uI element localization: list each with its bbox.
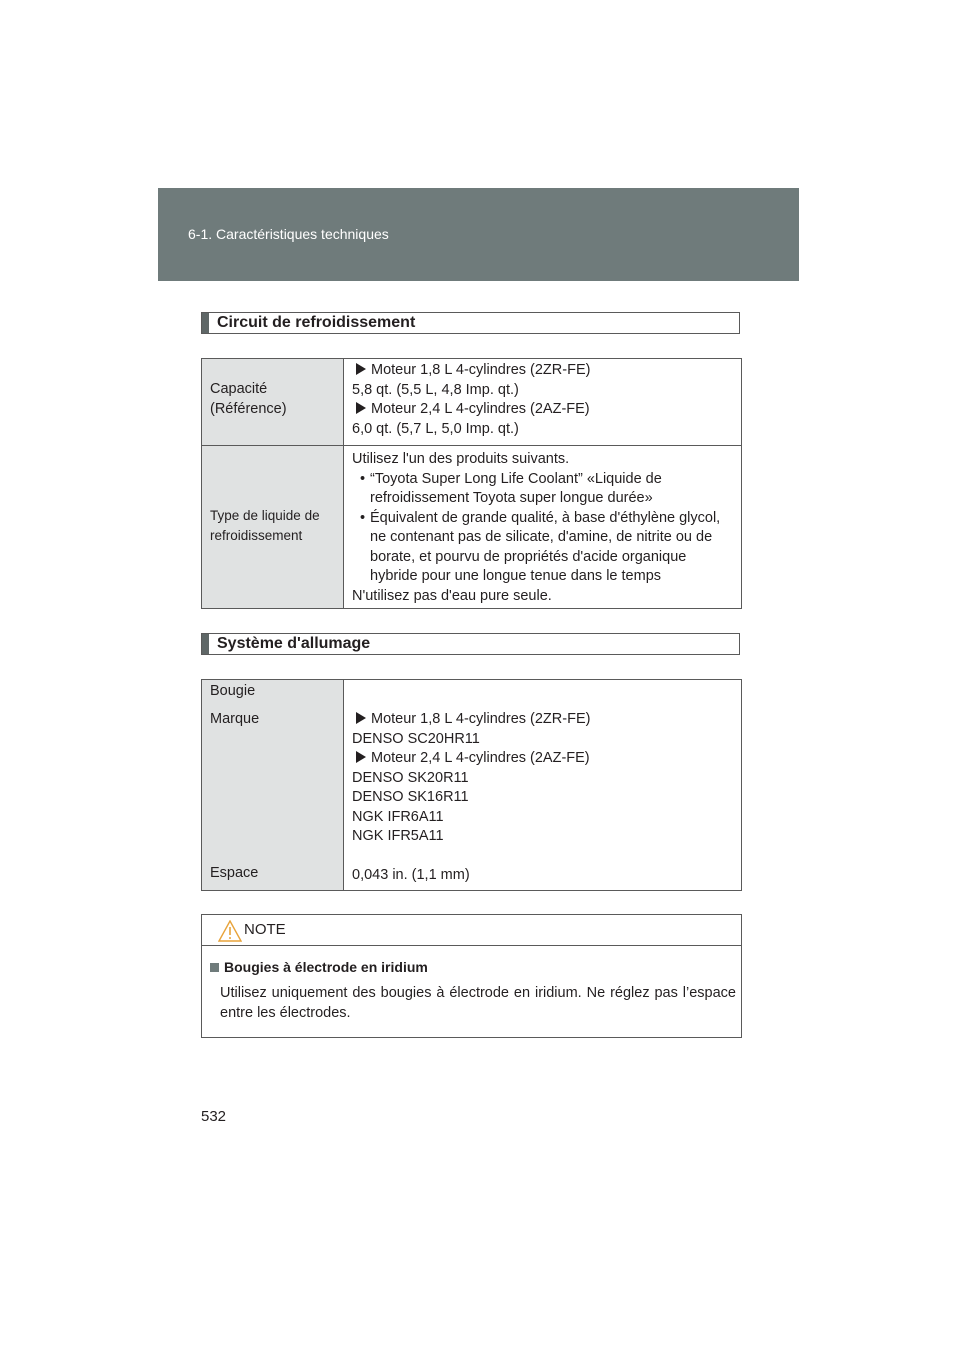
- ignition-spec-table: [201, 679, 742, 891]
- coolant-warning: N'utilisez pas d'eau pure seule.: [352, 587, 552, 604]
- section-title-ignition: [201, 633, 740, 655]
- engine-1-label: Moteur 1,8 L 4-cylindres (2ZR-FE): [371, 362, 591, 378]
- section-marker: [202, 313, 209, 333]
- coolant-option-2: Équivalent de grande qualité, à base d'éthylène glycol,: [370, 509, 721, 526]
- arrow-right-icon: [356, 751, 366, 763]
- engine-2-plug: NGK IFR6A11: [352, 808, 444, 825]
- breadcrumb: 6-1. Caractéristiques techniques: [188, 226, 389, 242]
- arrow-right-icon: [356, 363, 366, 375]
- note-header: [202, 915, 741, 946]
- capacity-value-2: 6,0 qt. (5,7 L, 5,0 Imp. qt.): [352, 420, 519, 437]
- coolant-label: Type de liquide de: [210, 508, 320, 523]
- capacity-value-cell: [344, 359, 742, 446]
- section-title-text: Circuit de refroidissement: [217, 314, 416, 331]
- spark-plug-label-cell: [202, 680, 344, 891]
- coolant-option-1-cont: refroidissement Toyota super longue durée»: [370, 490, 653, 506]
- section-title-text: Système d'allumage: [217, 635, 371, 652]
- arrow-right-icon: [356, 402, 366, 414]
- gap-value: 0,043 in. (1,1 mm): [352, 866, 470, 883]
- page-number: 532: [201, 1108, 227, 1125]
- note-subtitle: [210, 959, 428, 975]
- coolant-label-2: refroidissement: [210, 528, 303, 543]
- note-text: Utilisez uniquement des bougies à électrode en iridium. Ne réglez pas l’espace entre les électrodes.: [220, 985, 736, 1021]
- capacity-label: Capacité: [210, 381, 268, 397]
- arrow-right-icon: [356, 712, 366, 724]
- coolant-option-1: “Toyota Super Long Life Coolant” «Liquide de: [370, 470, 662, 487]
- section-marker: [202, 634, 209, 654]
- spark-plug-value-cell: [344, 680, 742, 891]
- table-row: [202, 446, 742, 609]
- warning-icon: [218, 920, 242, 942]
- table-row: [202, 359, 742, 446]
- coolant-label-cell: [202, 446, 344, 609]
- coolant-option-2-cont: ne contenant pas de silicate, d'amine, de nitrite ou de: [370, 529, 713, 545]
- engine-2-label: Moteur 2,4 L 4-cylindres (2AZ-FE): [371, 401, 590, 417]
- capacity-label-ref: (Référence): [210, 400, 287, 417]
- coolant-intro: Utilisez l'un des produits suivants.: [352, 451, 570, 467]
- table-row: [202, 680, 742, 891]
- note-label: NOTE: [244, 921, 286, 938]
- bullet-icon: •: [360, 509, 366, 526]
- coolant-option-2-cont: borate, et pourvu de propriétés d'acide organique: [370, 548, 687, 565]
- engine-2-plug: DENSO SK20R11: [352, 769, 469, 786]
- engine-1-label: Moteur 1,8 L 4-cylindres (2ZR-FE): [371, 711, 591, 727]
- cooling-spec-table: [201, 358, 742, 609]
- spark-plug-label: Bougie: [210, 683, 256, 699]
- note-subtitle-text: Bougies à électrode en iridium: [224, 959, 428, 975]
- engine-2-label: Moteur 2,4 L 4-cylindres (2AZ-FE): [371, 750, 590, 766]
- brand-label: Marque: [210, 710, 260, 727]
- engine-1-plug: DENSO SC20HR11: [352, 730, 480, 747]
- capacity-label-cell: [202, 359, 344, 446]
- gap-label: Espace: [210, 865, 259, 881]
- note-box: [201, 914, 742, 1038]
- capacity-value-1: 5,8 qt. (5,5 L, 4,8 Imp. qt.): [352, 381, 519, 398]
- square-bullet-icon: [210, 963, 219, 972]
- coolant-option-2-cont: hybride pour une longue tenue dans le temps: [370, 568, 662, 584]
- engine-2-plug: NGK IFR5A11: [352, 828, 444, 844]
- bullet-icon: •: [360, 470, 366, 487]
- chapter-header: [158, 188, 799, 281]
- coolant-value-cell: [344, 446, 742, 609]
- section-title-cooling: [201, 312, 740, 334]
- engine-2-plug: DENSO SK16R11: [352, 789, 469, 805]
